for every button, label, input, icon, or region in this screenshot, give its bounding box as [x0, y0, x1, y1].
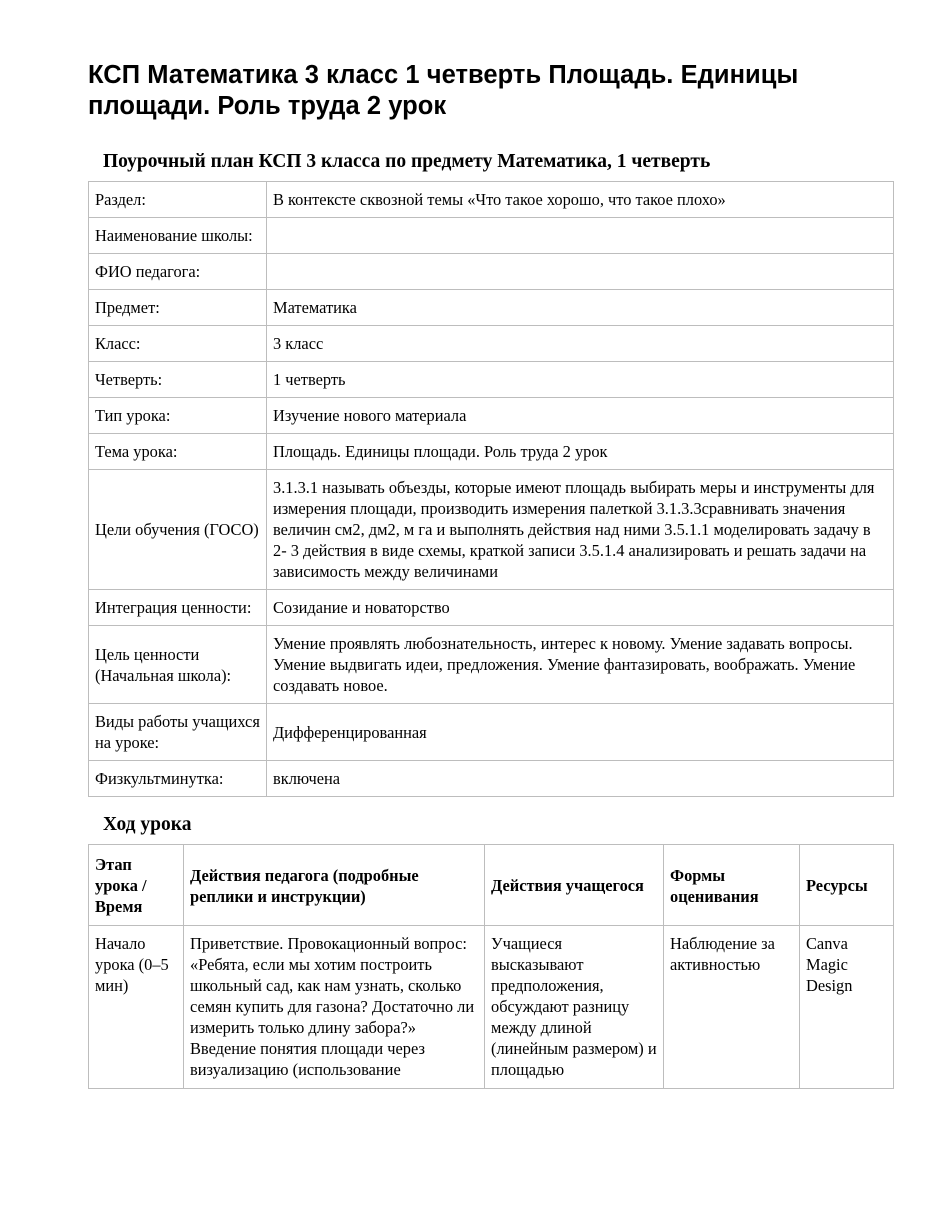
info-row-lesson-type — [89, 398, 894, 434]
column-header-stage: Этап урока / Время — [89, 845, 184, 926]
page-title: КСП Математика 3 класс 1 четверть Площадь. Единицы площади. Роль труда 2 урок — [88, 61, 799, 120]
info-value: 1 четверть — [267, 362, 894, 398]
lesson-flow-heading: Ход урока — [103, 814, 192, 835]
info-row-section — [89, 182, 894, 218]
info-value — [267, 218, 894, 254]
info-label: Виды работы учащихся на уроке: — [89, 704, 267, 761]
info-label: Физкультминутка: — [89, 761, 267, 797]
cell-teacher-actions: Приветствие. Провокационный вопрос: «Ребята, если мы хотим построить школьный сад, как нам узнать, сколько семян купить для газона? Достаточно ли измерить только длину забора?» Введение понятия площади через визуализацию (использование — [184, 926, 485, 1089]
document-page — [88, 0, 893, 1089]
info-row-learning-goals — [89, 470, 894, 590]
lesson-info-table — [88, 181, 894, 797]
column-header-teacher-actions: Действия педагога (подробные реплики и инструкции) — [184, 845, 485, 926]
info-row-school — [89, 218, 894, 254]
cell-assessment: Наблюдение за активностью — [664, 926, 800, 1089]
info-label: Тип урока: — [89, 398, 267, 434]
lesson-flow-table — [88, 844, 894, 1089]
info-label: Четверть: — [89, 362, 267, 398]
info-value: В контексте сквозной темы «Что такое хорошо, что такое плохо» — [267, 182, 894, 218]
info-value: Дифференцированная — [267, 704, 894, 761]
column-header-assessment: Формы оценивания — [664, 845, 800, 926]
info-label: Цели обучения (ГОСО) — [89, 470, 267, 590]
info-value: Созидание и новаторство — [267, 590, 894, 626]
info-row-topic — [89, 434, 894, 470]
info-row-grade — [89, 326, 894, 362]
info-value: включена — [267, 761, 894, 797]
cell-resources: Canva Magic Design — [800, 926, 894, 1089]
info-label: Предмет: — [89, 290, 267, 326]
info-value — [267, 254, 894, 290]
info-value: Площадь. Единицы площади. Роль труда 2 урок — [267, 434, 894, 470]
info-value: Математика — [267, 290, 894, 326]
info-row-quarter — [89, 362, 894, 398]
info-row-value-goal — [89, 626, 894, 704]
info-row-subject — [89, 290, 894, 326]
info-row-work-types — [89, 704, 894, 761]
info-label: Раздел: — [89, 182, 267, 218]
info-label: Цель ценности (Начальная школа): — [89, 626, 267, 704]
info-row-values — [89, 590, 894, 626]
info-value: Изучение нового материала — [267, 398, 894, 434]
info-value: 3 класс — [267, 326, 894, 362]
info-label: Класс: — [89, 326, 267, 362]
cell-student-actions: Учащиеся высказывают предположения, обсуждают разницу между длиной (линейным размером) и площадью — [485, 926, 664, 1089]
info-label: ФИО педагога: — [89, 254, 267, 290]
lesson-table-header-row — [89, 845, 894, 926]
info-value: 3.1.3.1 называть объезды, которые имеют площадь выбирать меры и инструменты для измерения площади, производить измерения палеткой 3.1.3.3сравнивать значения величин см2, дм2, м га и выполнять действия над ними 3.5.1.1 моделировать задачу в 2- 3 действия в виде схемы, краткой записи 3.5.1.4 анализировать и решать задачи на зависимость между величинами — [267, 470, 894, 590]
info-row-physical-break — [89, 761, 894, 797]
column-header-student-actions: Действия учащегося — [485, 845, 664, 926]
plan-heading: Поурочный план КСП 3 класса по предмету Математика, 1 четверть — [103, 151, 711, 172]
info-label: Тема урока: — [89, 434, 267, 470]
info-label: Интеграция ценности: — [89, 590, 267, 626]
cell-stage: Начало урока (0–5 мин) — [89, 926, 184, 1089]
info-value: Умение проявлять любознательность, интерес к новому. Умение задавать вопросы. Умение выдвигать идеи, предложения. Умение фантазировать, воображать. Умение создавать новое. — [267, 626, 894, 704]
table-row — [89, 926, 894, 1089]
info-row-teacher — [89, 254, 894, 290]
info-label: Наименование школы: — [89, 218, 267, 254]
column-header-resources: Ресурсы — [800, 845, 894, 926]
